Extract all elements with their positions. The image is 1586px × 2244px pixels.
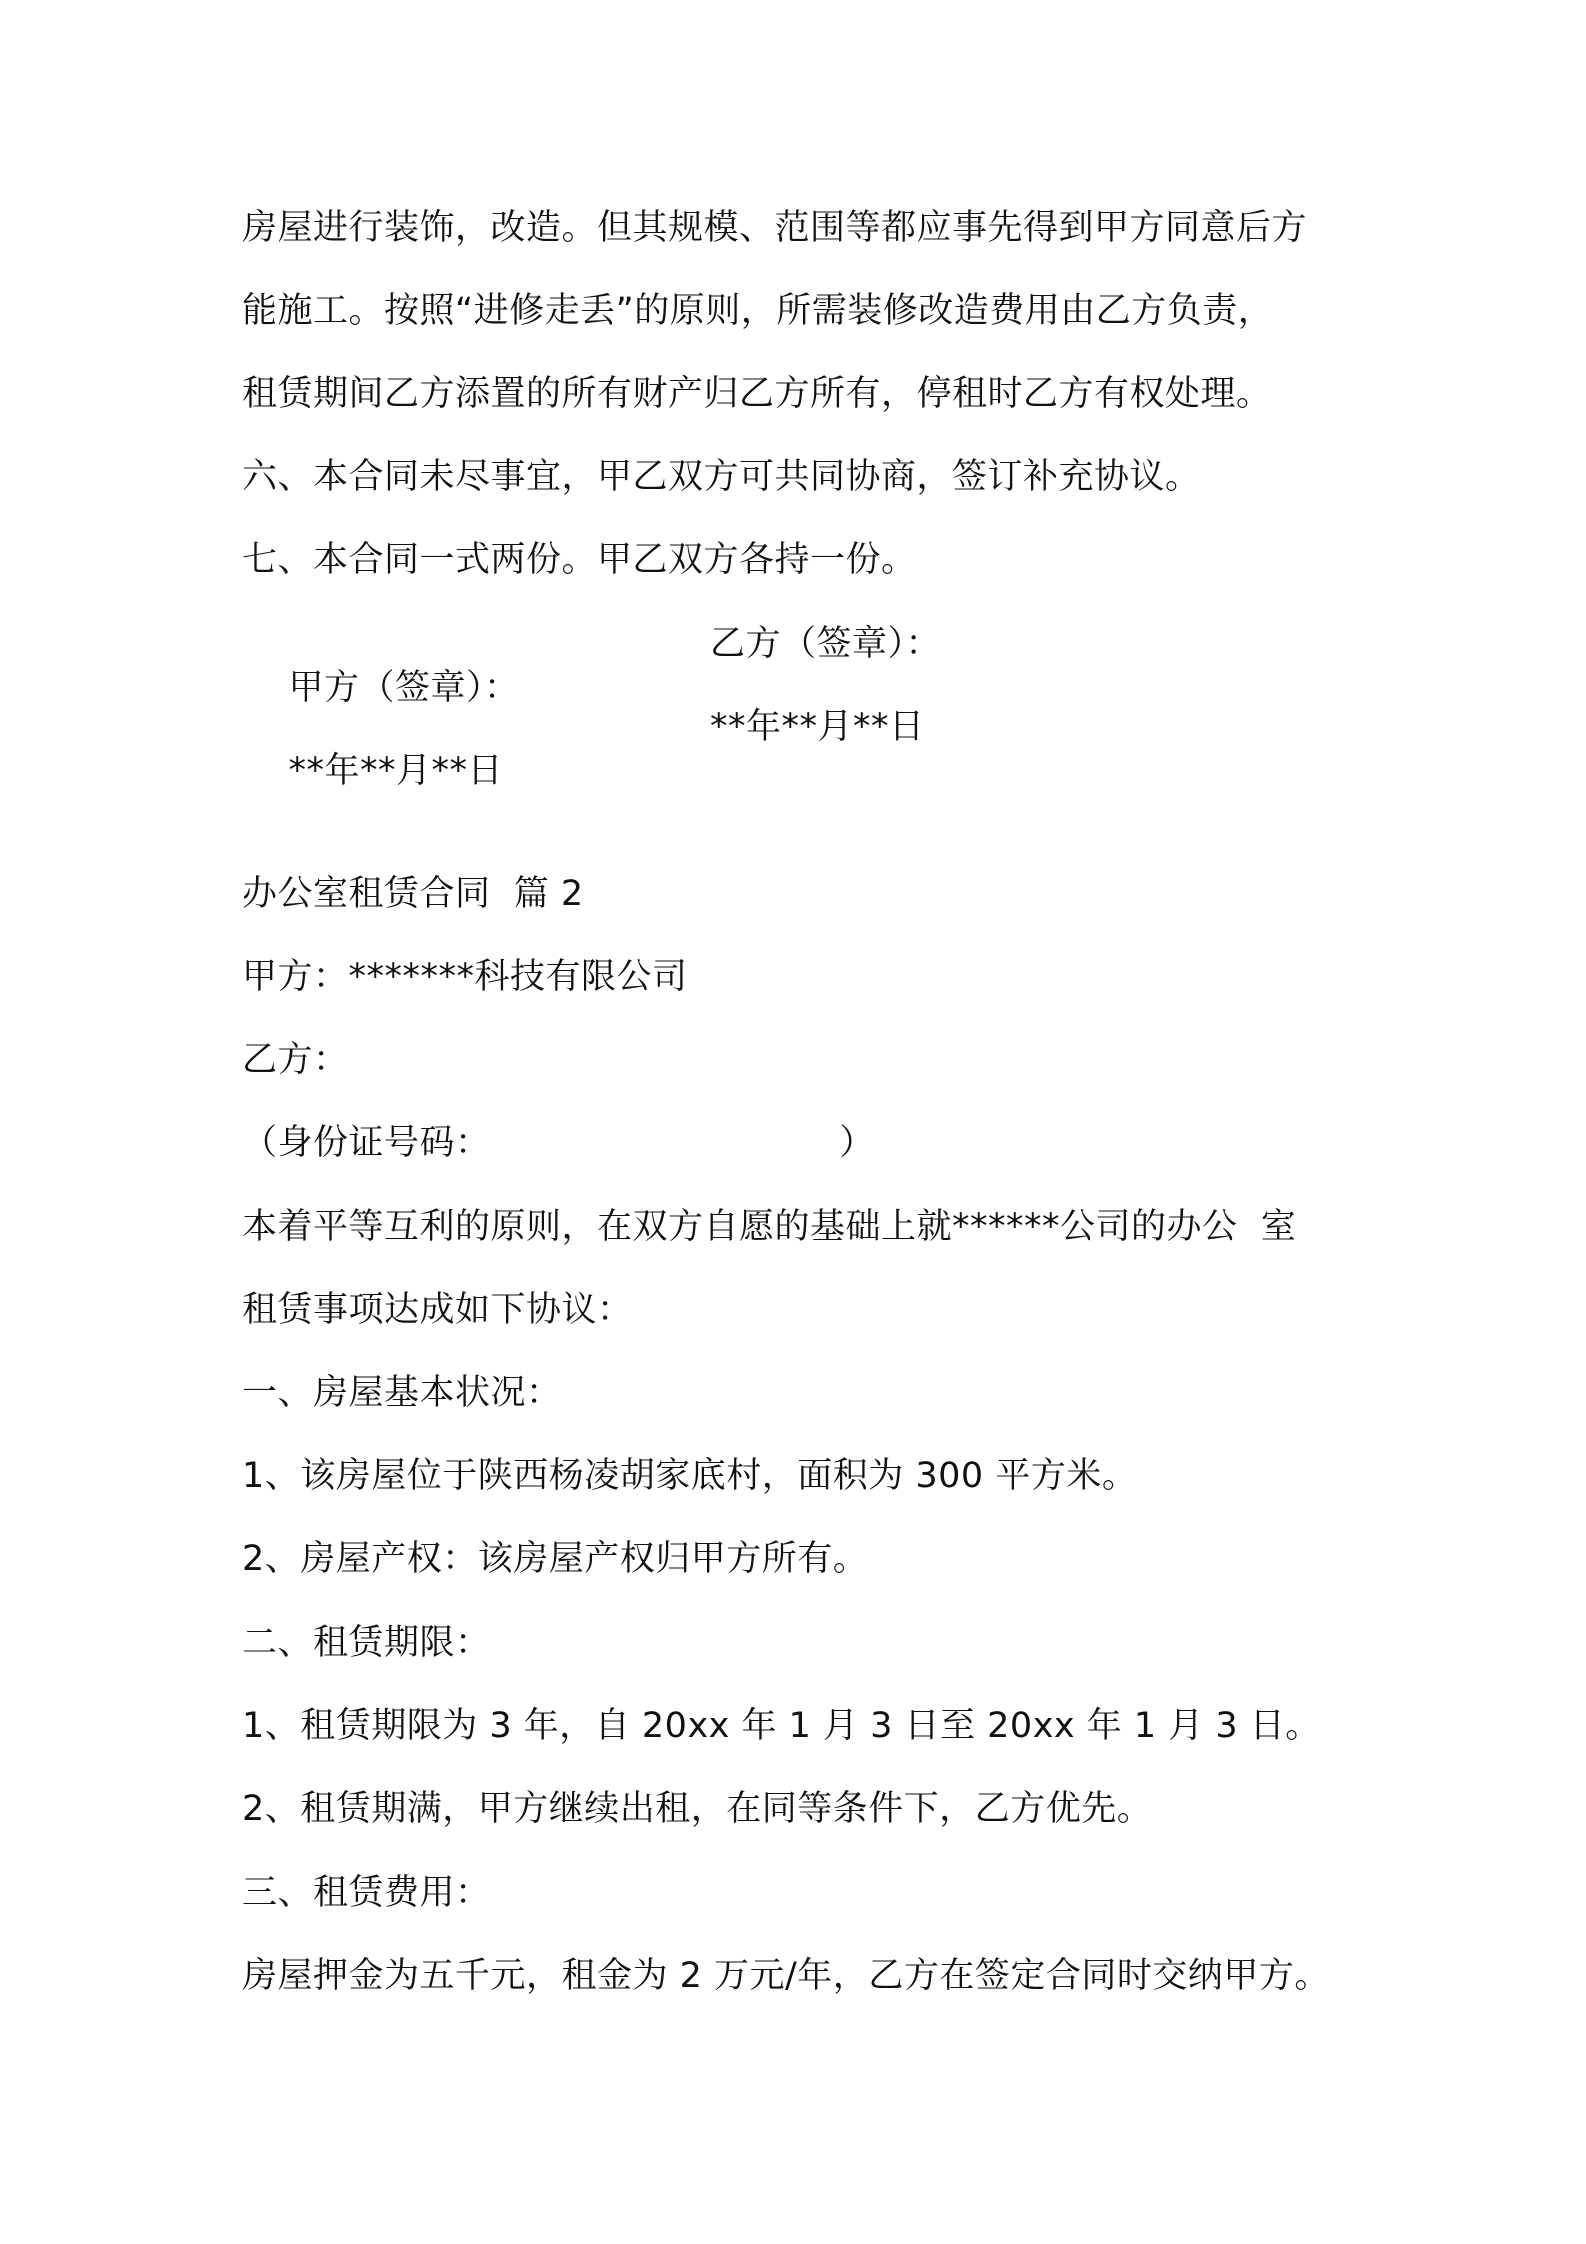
intro-line: 租赁事项达成如下协议： <box>242 1290 633 1330</box>
section-heading: 一、房屋基本状况： <box>242 1373 562 1413</box>
section-item: 1、租赁期限为 3 年，自 20xx 年 1 月 3 日至 20xx 年 1 月 3 日。 <box>242 1706 1321 1746</box>
id-number: （身份证号码： ） <box>242 1123 875 1163</box>
intro-line: 本着平等互利的原则，在双方自愿的基础上就******公司的办公 室 <box>242 1207 1297 1247</box>
party-a-date: **年**月**日 <box>288 751 504 791</box>
paragraph-line: 租赁期间乙方添置的所有财产归乙方所有，停租时乙方有权处理。 <box>242 374 1272 414</box>
section-item: 2、房屋产权：该房屋产权归甲方所有。 <box>242 1539 869 1579</box>
clause-7: 七、本合同一式两份。甲乙双方各持一份。 <box>242 540 917 580</box>
party-b-date: **年**月**日 <box>710 707 925 747</box>
party-a: 甲方：*******科技有限公司 <box>242 957 688 997</box>
clause-6: 六、本合同未尽事宜，甲乙双方可共同协商，签订补充协议。 <box>242 457 1201 497</box>
party-a-signature-label: 甲方（签章）： <box>288 668 520 708</box>
paragraph-line: 能施工。按照“进修走丢”的原则，所需装修改造费用由乙方负责， <box>242 291 1274 331</box>
paragraph-line: 房屋进行装饰，改造。但其规模、范围等都应事先得到甲方同意后方 <box>242 208 1308 248</box>
date-row <box>242 705 925 881</box>
section-item: 2、租赁期满，甲方继续出租，在同等条件下，乙方优先。 <box>242 1789 1153 1829</box>
contract-title: 办公室租赁合同 篇 2 <box>242 874 584 914</box>
party-b-signature-label: 乙方（签章）： <box>710 624 942 664</box>
party-b: 乙方： <box>242 1040 349 1080</box>
section-heading: 二、租赁期限： <box>242 1623 491 1663</box>
section-item: 1、该房屋位于陕西杨凌胡家底村，面积为 300 平方米。 <box>242 1456 1138 1496</box>
section-heading: 三、租赁费用： <box>242 1873 491 1913</box>
section-item: 房屋押金为五千元，租金为 2 万元/年，乙方在签定合同时交纳甲方。 <box>242 1956 1330 1996</box>
